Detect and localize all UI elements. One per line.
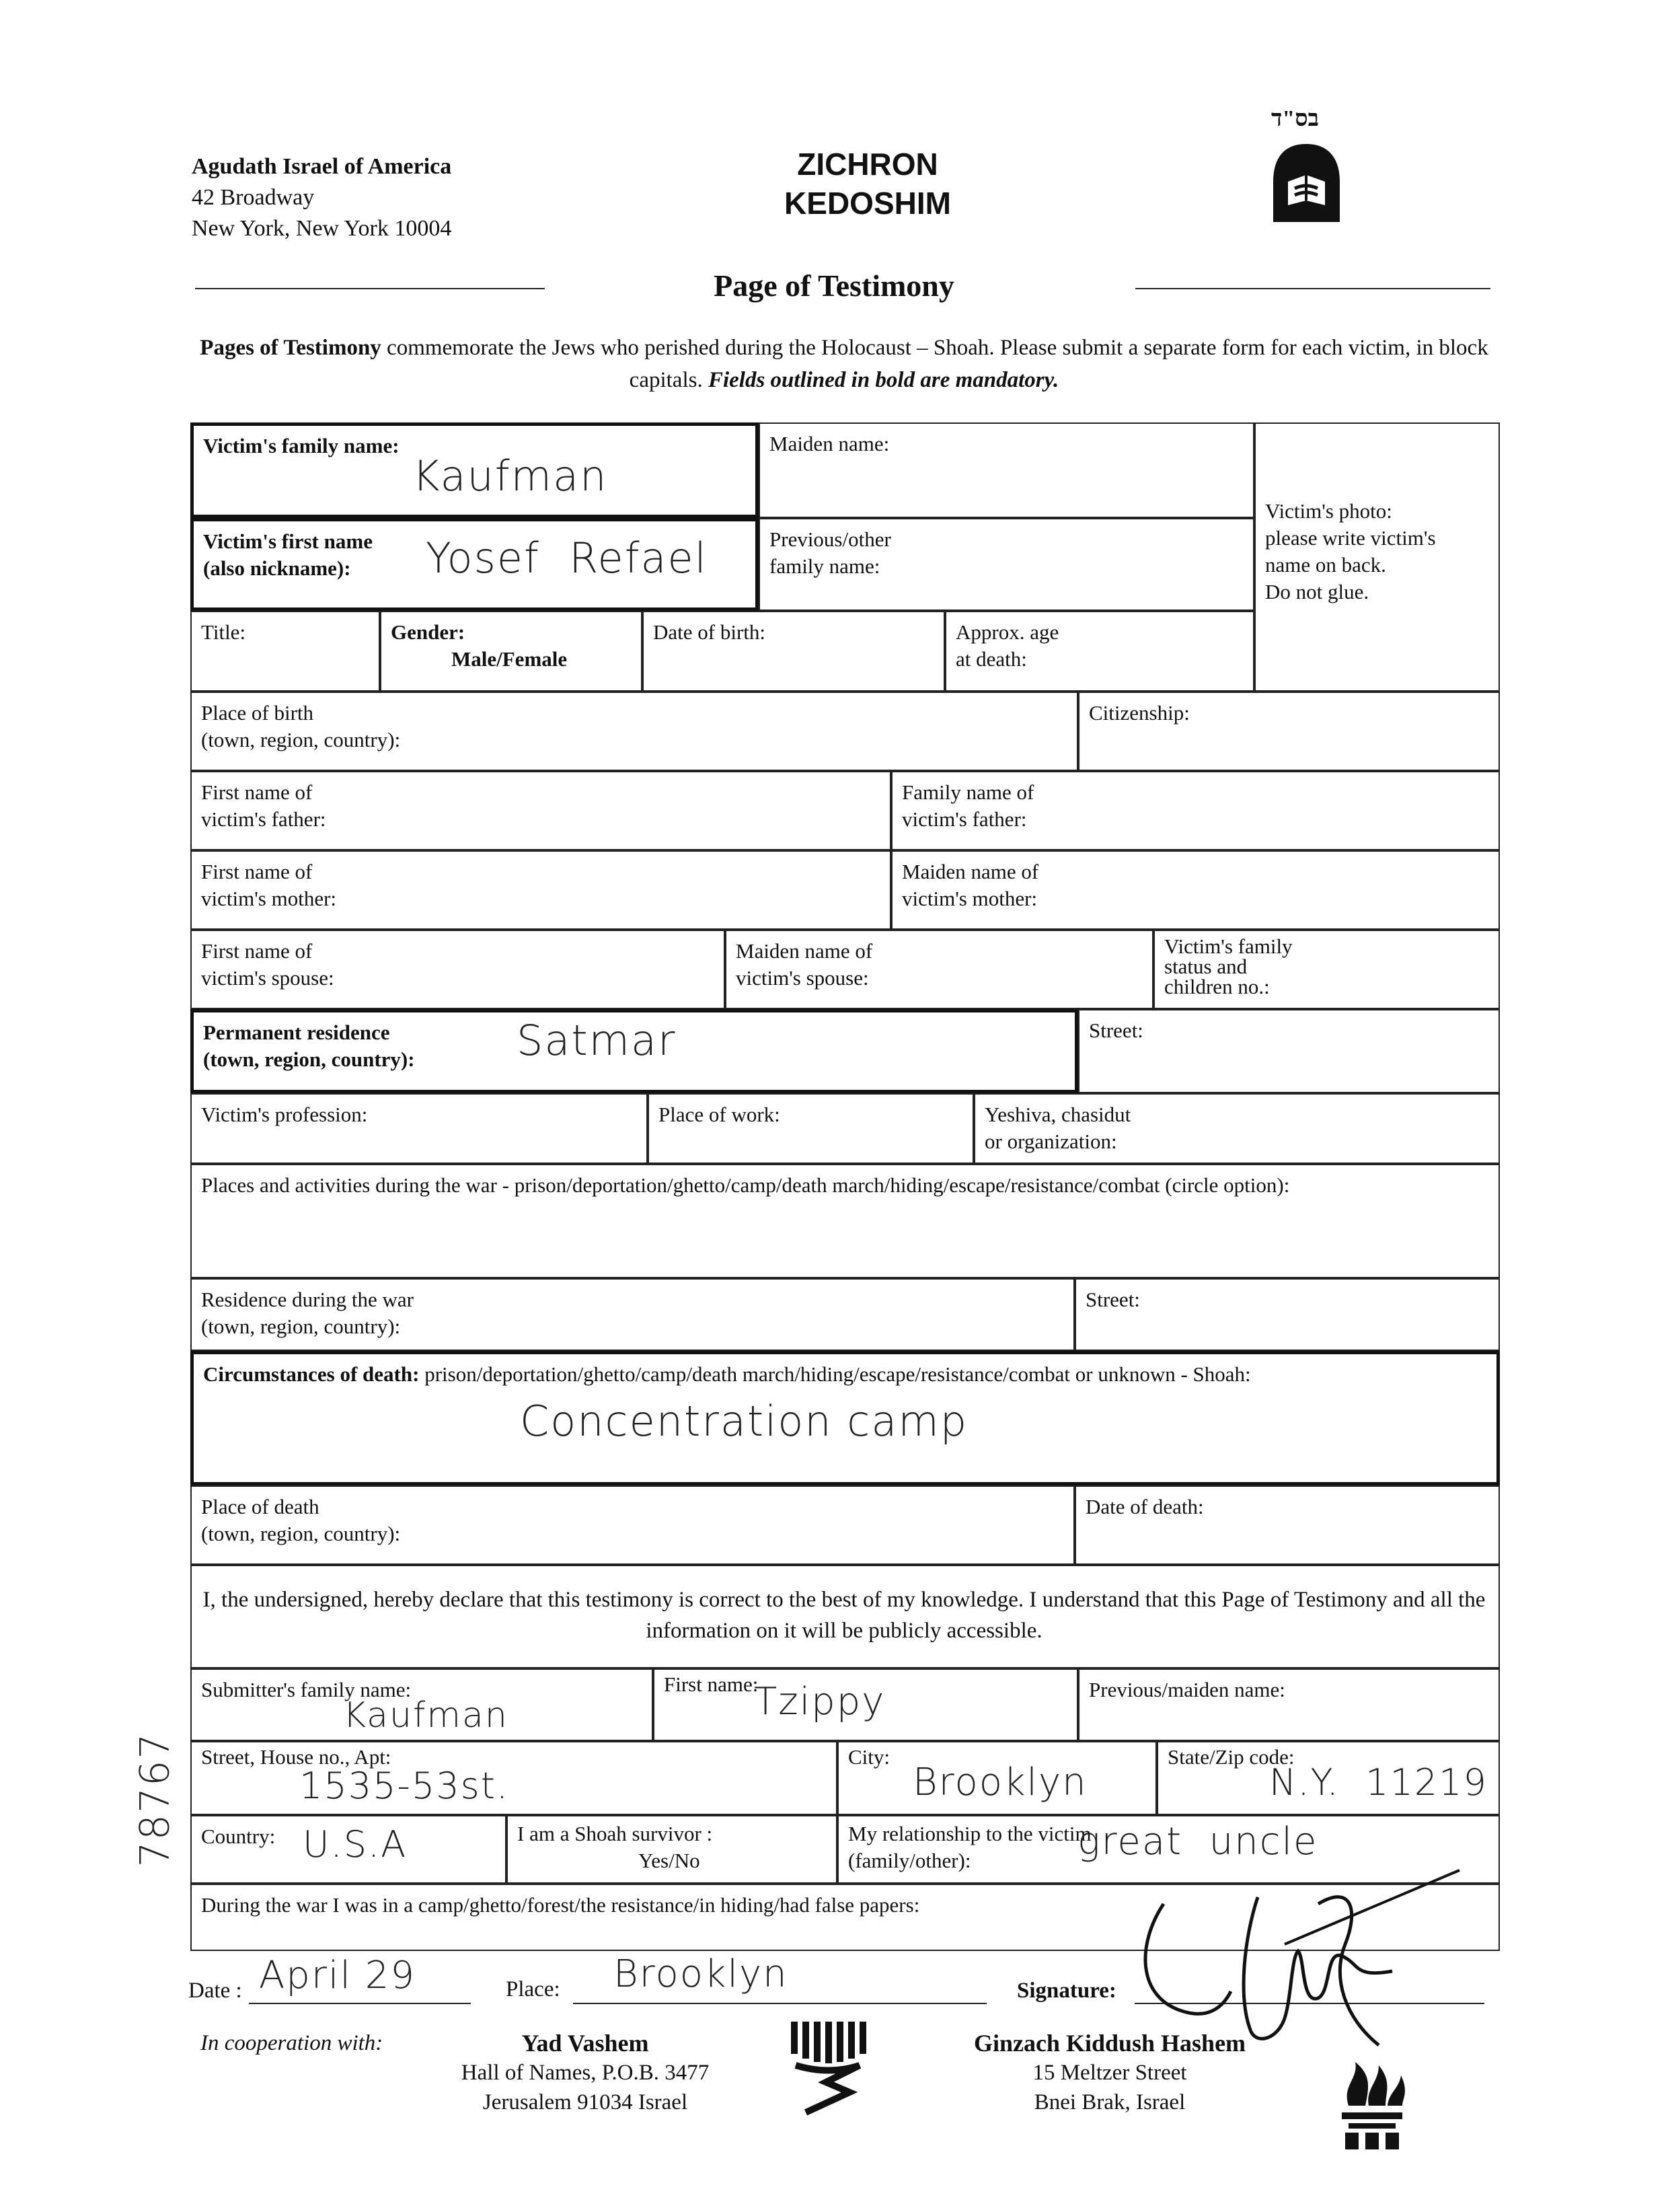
organization-block — [192, 151, 451, 244]
dod-label: Date of death: — [1086, 1495, 1204, 1518]
war-residence-label-1: Residence during the war — [201, 1288, 414, 1311]
dob-label: Date of birth: — [653, 620, 766, 644]
approx-age-field[interactable] — [945, 611, 1254, 692]
submitter-family-value: Kaufman — [343, 1695, 508, 1736]
submitter-first-label: First name: — [664, 1672, 759, 1696]
place-underline — [573, 2003, 987, 2004]
death-circ-label: Circumstances of death: — [203, 1362, 420, 1386]
submitter-country-value: U.S.A — [303, 1823, 408, 1866]
prev-family-label-2: family name: — [769, 554, 880, 578]
ginzach-flame-emblem-icon — [1335, 2059, 1409, 2153]
gender-field[interactable] — [380, 611, 642, 692]
father-first-label-2: victim's father: — [201, 807, 326, 831]
submitter-prev-label: Previous/maiden name: — [1089, 1678, 1285, 1701]
age-label-1: Approx. age — [956, 620, 1059, 644]
place-line[interactable] — [506, 1952, 987, 2008]
place-label: Place: — [506, 1977, 560, 2001]
submitter-city-label: City: — [848, 1745, 890, 1769]
war-residence-label-2: (town, region, country): — [201, 1315, 401, 1338]
header-rule-right — [1135, 288, 1490, 289]
previous-family-name-field[interactable] — [759, 518, 1254, 611]
submitter-state-label: State/Zip code: — [1168, 1745, 1295, 1769]
mother-first-name-field[interactable] — [190, 850, 891, 930]
pod-label-2: (town, region, country): — [201, 1522, 401, 1545]
family-status-field[interactable] — [1153, 930, 1500, 1009]
submitter-state-zip-field[interactable] — [1157, 1741, 1500, 1815]
declaration-text: I, the undersigned, hereby declare that this testimony is correct to the best of my knowledge. I understand that this Page of Testimony and all the information on it will be publicly accessible. — [202, 1588, 1486, 1643]
mother-first-label-1: First name of — [201, 860, 313, 883]
org-address-line1: 42 Broadway — [192, 185, 315, 210]
yad-vashem-menorah-icon — [786, 2018, 873, 2116]
war-places-field[interactable] — [190, 1164, 1500, 1278]
mother-first-label-2: victim's mother: — [201, 887, 337, 910]
residence-label-1: Permanent residence — [203, 1021, 390, 1044]
submitter-family-name-field[interactable] — [190, 1668, 653, 1741]
photo-label-1: Victim's photo: — [1265, 499, 1392, 523]
bsd-mark: בס"ד — [1271, 106, 1319, 131]
relation-value: great uncle — [1077, 1820, 1318, 1864]
photo-label-3: name on back. — [1265, 553, 1386, 577]
ginzach-block — [942, 2028, 1278, 2117]
photo-label-2: please write victim's — [1265, 526, 1436, 550]
first-name-label-2: (also nickname): — [203, 556, 351, 580]
gender-options[interactable]: Male/Female — [451, 647, 568, 671]
org-name: Agudath Israel of America — [192, 154, 452, 179]
profession-field[interactable] — [190, 1093, 648, 1164]
date-of-death-field[interactable] — [1075, 1485, 1500, 1565]
father-first-name-field[interactable] — [190, 771, 891, 850]
signature-scribble — [1123, 1843, 1500, 2059]
yad-vashem-block — [404, 2028, 767, 2117]
place-value: Brooklyn — [613, 1952, 788, 1996]
residence-street-field[interactable] — [1078, 1009, 1500, 1093]
shoah-survivor-field[interactable] — [506, 1815, 837, 1884]
date-value: April 29 — [259, 1954, 416, 1997]
circumstances-of-death-field[interactable] — [190, 1351, 1500, 1485]
war-places-label: Places and activities during the war - prison/deportation/ghetto/camp/death march/hiding/escape/resistance/combat (circle option): — [201, 1173, 1290, 1197]
submitter-country-label: Country: — [201, 1824, 276, 1848]
zichron-kedoshim-title — [740, 145, 995, 223]
family-status-label-1: Victim's family — [1164, 934, 1293, 958]
citizenship-field[interactable] — [1078, 692, 1500, 771]
death-circ-value: Concentration camp — [520, 1397, 969, 1446]
maiden-name-label: Maiden name: — [769, 432, 890, 455]
title-line2: KEDOSHIM — [784, 186, 951, 221]
street-label: Street: — [1089, 1019, 1143, 1042]
spouse-first-label-1: First name of — [201, 939, 313, 963]
submitter-city-value: Brooklyn — [913, 1761, 1088, 1804]
submitter-street-value: 1535-53st. — [299, 1765, 510, 1807]
spouse-first-label-2: victim's spouse: — [201, 966, 334, 990]
yad-vashem-address1: Hall of Names, P.O.B. 3477 — [461, 2061, 710, 2085]
father-family-name-field[interactable] — [891, 771, 1500, 850]
family-status-label-2: status and — [1164, 955, 1248, 978]
submitter-city-field[interactable] — [837, 1741, 1157, 1815]
place-of-work-field[interactable] — [648, 1093, 974, 1164]
intro-body: commemorate the Jews who perished during the Holocaust – Shoah. Please submit a separate form for each victim, in block capitals. — [381, 336, 1488, 392]
submitter-family-label: Submitter's family name: — [201, 1678, 412, 1701]
photo-label-4: Do not glue. — [1265, 580, 1369, 603]
mother-maiden-name-field[interactable] — [891, 850, 1500, 930]
pod-label-1: Place of death — [201, 1495, 319, 1518]
cooperation-label: In cooperation with: — [200, 2031, 383, 2055]
prev-family-label-1: Previous/other — [769, 527, 891, 551]
date-line[interactable] — [188, 1954, 471, 2008]
victim-family-name-field[interactable] — [190, 422, 759, 518]
ginzach-name: Ginzach Kiddush Hashem — [973, 2030, 1246, 2057]
intro-text — [188, 332, 1500, 396]
ginzach-address1: 15 Meltzer Street — [1032, 2061, 1187, 2085]
family-name-label: Victim's family name: — [203, 434, 400, 457]
mother-maiden-label-1: Maiden name of — [902, 860, 1039, 883]
intro-mandatory-note: Fields outlined in bold are mandatory. — [708, 368, 1059, 392]
father-family-label-1: Family name of — [902, 780, 1034, 804]
spouse-maiden-label-1: Maiden name of — [736, 939, 873, 963]
victim-first-name-field[interactable] — [190, 518, 759, 611]
father-first-label-1: First name of — [201, 780, 313, 804]
residence-value: Satmar — [517, 1016, 677, 1065]
pob-label-2: (town, region, country): — [201, 728, 401, 751]
age-label-2: at death: — [956, 647, 1027, 671]
spouse-first-name-field[interactable] — [190, 930, 725, 1009]
citizenship-label: Citizenship: — [1089, 701, 1190, 725]
yad-vashem-name: Yad Vashem — [521, 2030, 649, 2057]
war-residence-field[interactable] — [190, 1278, 1075, 1351]
signature-label: Signature: — [1017, 1979, 1116, 2003]
gender-label: Gender: — [391, 620, 465, 644]
org-address-line2: New York, New York 10004 — [192, 216, 452, 241]
intro-bold: Pages of Testimony — [200, 336, 381, 360]
war-street-field[interactable] — [1075, 1278, 1500, 1351]
ginzach-address2: Bnei Brak, Israel — [1034, 2090, 1186, 2114]
place-of-birth-field[interactable] — [190, 692, 1078, 771]
submitter-first-name-field[interactable] — [653, 1668, 1078, 1741]
title-label: Title: — [201, 620, 246, 644]
date-of-birth-field[interactable] — [642, 611, 945, 692]
first-name-value: Yosef Refael — [426, 533, 708, 583]
relation-label-2: (family/other): — [848, 1849, 971, 1872]
date-label: Date : — [188, 1979, 242, 2003]
title-field[interactable] — [190, 611, 380, 692]
yeshiva-label-2: or organization: — [985, 1130, 1117, 1153]
title-line1: ZICHRON — [797, 147, 938, 182]
yeshiva-field[interactable] — [974, 1093, 1500, 1164]
submitter-street-field[interactable] — [190, 1741, 837, 1815]
survivor-options[interactable]: Yes/No — [638, 1849, 700, 1872]
pob-label-1: Place of birth — [201, 701, 314, 725]
war-street-label: Street: — [1086, 1288, 1140, 1311]
death-circ-options: prison/deportation/ghetto/camp/death march/hiding/escape/resistance/combat or unknown - Shoah: — [419, 1362, 1251, 1386]
submitter-country-field[interactable] — [190, 1815, 506, 1884]
maiden-name-field[interactable] — [759, 422, 1254, 518]
family-name-value: Kaufman — [412, 451, 608, 501]
submitter-street-label: Street, House no., Apt: — [201, 1745, 391, 1769]
work-label: Place of work: — [658, 1103, 780, 1126]
margin-archive-number: 78767 — [131, 1732, 179, 1868]
during-war-label: During the war I was in a camp/ghetto/forest/the resistance/in hiding/had false papers: — [201, 1893, 920, 1917]
yad-vashem-address2: Jerusalem 91034 Israel — [482, 2090, 688, 2114]
profession-label: Victim's profession: — [201, 1103, 368, 1126]
submitter-first-value: Tzippy — [754, 1680, 886, 1724]
spouse-maiden-label-2: victim's spouse: — [736, 966, 869, 990]
family-status-label-3: children no.: — [1164, 975, 1270, 998]
survivor-label: I am a Shoah survivor : — [517, 1822, 713, 1845]
submitter-state-value: N.Y. 11219 — [1269, 1761, 1488, 1804]
permanent-residence-field[interactable] — [190, 1009, 1078, 1093]
place-of-death-field[interactable] — [190, 1485, 1075, 1565]
mother-maiden-label-2: victim's mother: — [902, 887, 1038, 910]
page-title: Page of Testimony — [714, 268, 954, 303]
date-underline — [249, 2003, 471, 2004]
father-family-label-2: victim's father: — [902, 807, 1027, 831]
emblem-logo-icon — [1268, 141, 1345, 229]
relation-label-1: My relationship to the victim — [848, 1822, 1092, 1845]
submitter-previous-name-field[interactable] — [1078, 1668, 1500, 1741]
spouse-maiden-name-field[interactable] — [725, 930, 1153, 1009]
victim-photo-area — [1254, 422, 1500, 692]
residence-label-2: (town, region, country): — [203, 1047, 415, 1071]
first-name-label-1: Victim's first name — [203, 529, 373, 553]
yeshiva-label-1: Yeshiva, chasidut — [985, 1103, 1131, 1126]
